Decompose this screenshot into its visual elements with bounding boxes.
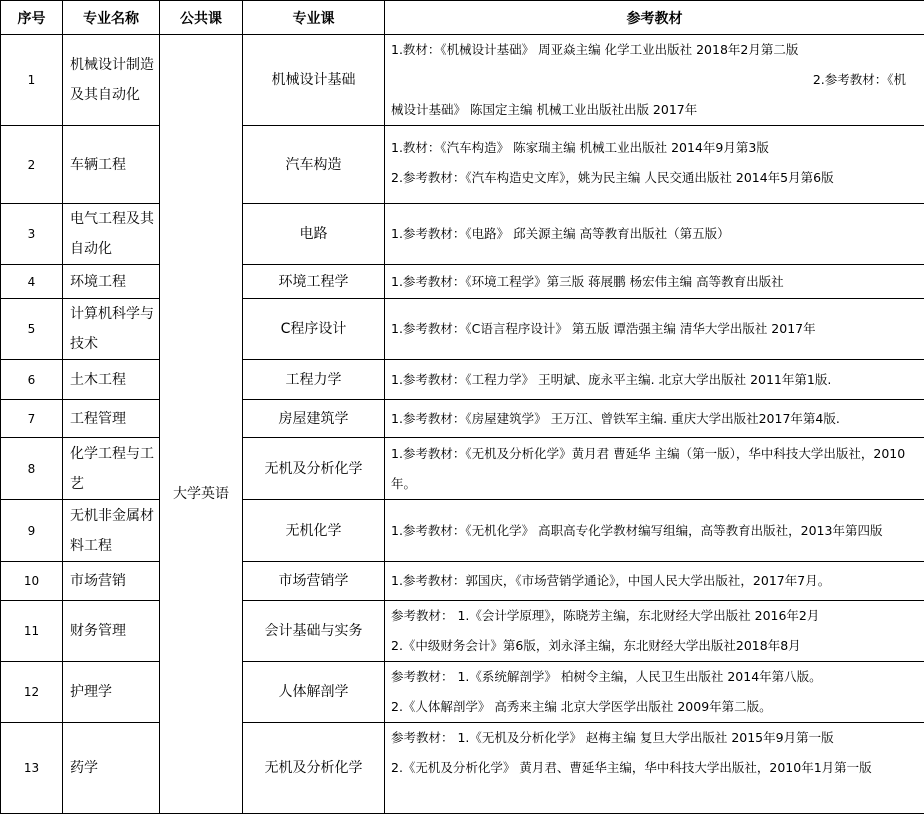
table-row bbox=[1, 126, 924, 204]
major-name: 计算机科学与技术 bbox=[63, 299, 160, 360]
reference-line: 1.参考教材：《无机及分析化学》黄月君 曹延华 主编（第一版），华中科技大学出版社，2010年。 bbox=[391, 445, 906, 491]
reference-books bbox=[385, 360, 924, 400]
header-course: 专业课 bbox=[243, 1, 385, 35]
course-name: 房屋建筑学 bbox=[243, 400, 385, 438]
major-name: 市场营销 bbox=[63, 562, 160, 601]
reference-line: 械设计基础》 陈国定主编 机械工业出版社出版 2017年 bbox=[391, 102, 698, 117]
reference-books bbox=[385, 265, 924, 299]
reference-books bbox=[385, 204, 924, 265]
course-name: 机械设计基础 bbox=[243, 35, 385, 126]
reference-books bbox=[385, 438, 924, 500]
reference-books bbox=[385, 723, 924, 814]
major-name: 土木工程 bbox=[63, 360, 160, 400]
course-name: C程序设计 bbox=[243, 299, 385, 360]
table-row bbox=[1, 662, 924, 723]
row-index: 1 bbox=[1, 35, 63, 126]
reference-line: 1.参考教材：《C语言程序设计》 第五版 谭浩强主编 清华大学出版社 2017年 bbox=[391, 321, 816, 336]
course-name: 市场营销学 bbox=[243, 562, 385, 601]
reference-books bbox=[385, 562, 924, 601]
reference-line: 1.参考教材：《环境工程学》第三版 蒋展鹏 杨宏伟主编 高等教育出版社 bbox=[391, 273, 784, 289]
reference-line: 2.参考教材：《机 bbox=[812, 72, 906, 87]
row-index: 8 bbox=[1, 438, 63, 500]
major-name: 环境工程 bbox=[63, 265, 160, 299]
reference-line: 2.参考教材：《汽车构造史文库》，姚为民主编 人民交通出版社 2014年5月第6版 bbox=[391, 170, 834, 185]
major-name: 电气工程及其自动化 bbox=[63, 204, 160, 265]
major-name: 机械设计制造及其自动化 bbox=[63, 35, 160, 126]
header-index: 序号 bbox=[1, 1, 63, 35]
reference-books bbox=[385, 601, 924, 662]
row-index: 10 bbox=[1, 562, 63, 601]
reference-line: 1.教材：《汽车构造》 陈家瑞主编 机械工业出版社 2014年9月第3版 bbox=[391, 140, 769, 155]
table-row bbox=[1, 601, 924, 662]
reference-books bbox=[385, 662, 924, 723]
table-row bbox=[1, 723, 924, 814]
reference-line: 2.《中级财务会计》第6版，刘永泽主编，东北财经大学出版社2018年8月 bbox=[391, 638, 801, 653]
table-row bbox=[1, 204, 924, 265]
reference-line: 参考教材： 1.《无机及分析化学》 赵梅主编 复旦大学出版社 2015年9月第一版 bbox=[391, 730, 834, 745]
header-references: 参考教材 bbox=[385, 1, 924, 35]
table-row bbox=[1, 360, 924, 400]
row-index: 5 bbox=[1, 299, 63, 360]
public-course: 大学英语 bbox=[160, 35, 243, 814]
table-row bbox=[1, 562, 924, 601]
course-name: 人体解剖学 bbox=[243, 662, 385, 723]
major-name: 财务管理 bbox=[63, 601, 160, 662]
reference-books bbox=[385, 126, 924, 204]
row-index: 12 bbox=[1, 662, 63, 723]
reference-line: 2.《无机及分析化学》 黄月君、曹延华主编，华中科技大学出版社，2010年1月第一版 bbox=[391, 760, 872, 775]
row-index: 2 bbox=[1, 126, 63, 204]
row-index: 3 bbox=[1, 204, 63, 265]
course-name: 无机化学 bbox=[243, 500, 385, 562]
course-name: 工程力学 bbox=[243, 360, 385, 400]
header-public-course: 公共课 bbox=[160, 1, 243, 35]
reference-line: 1.参考教材：郭国庆，《市场营销学通论》，中国人民大学出版社，2017年7月。 bbox=[391, 573, 831, 588]
row-index: 6 bbox=[1, 360, 63, 400]
row-index: 13 bbox=[1, 723, 63, 814]
row-index: 7 bbox=[1, 400, 63, 438]
header-row bbox=[1, 1, 924, 35]
reference-line: 1.参考教材：《无机化学》 高职高专化学教材编写组编，高等教育出版社，2013年第四版 bbox=[391, 522, 883, 538]
reference-books bbox=[385, 299, 924, 360]
major-name: 药学 bbox=[63, 723, 160, 814]
reference-books bbox=[385, 35, 924, 126]
course-name: 无机及分析化学 bbox=[243, 438, 385, 500]
reference-line: 参考教材： 1.《系统解剖学》 柏树令主编，人民卫生出版社 2014年第八版。 bbox=[391, 669, 822, 684]
course-name: 会计基础与实务 bbox=[243, 601, 385, 662]
major-name: 护理学 bbox=[63, 662, 160, 723]
table-row bbox=[1, 438, 924, 500]
course-name: 电路 bbox=[243, 204, 385, 265]
reference-line: 1.参考教材：《房屋建筑学》 王万江、曾铁军主编. 重庆大学出版社2017年第4版. bbox=[391, 410, 840, 426]
row-index: 4 bbox=[1, 265, 63, 299]
table-row bbox=[1, 35, 924, 126]
major-name: 工程管理 bbox=[63, 400, 160, 438]
course-name: 环境工程学 bbox=[243, 265, 385, 299]
course-name: 汽车构造 bbox=[243, 126, 385, 204]
reference-line: 2.《人体解剖学》 高秀来主编 北京大学医学出版社 2009年第二版。 bbox=[391, 699, 772, 714]
table-row bbox=[1, 265, 924, 299]
course-name: 无机及分析化学 bbox=[243, 723, 385, 814]
table-row bbox=[1, 400, 924, 438]
table-row bbox=[1, 299, 924, 360]
reference-books bbox=[385, 400, 924, 438]
major-name: 车辆工程 bbox=[63, 126, 160, 204]
reference-line: 1.教材：《机械设计基础》 周亚焱主编 化学工业出版社 2018年2月第二版 bbox=[391, 42, 799, 57]
major-name: 无机非金属材料工程 bbox=[63, 500, 160, 562]
reference-line: 1.参考教材：《电路》 邱关源主编 高等教育出版社（第五版） bbox=[391, 226, 730, 241]
header-major: 专业名称 bbox=[63, 1, 160, 35]
reference-line: 1.参考教材：《工程力学》 王明斌、庞永平主编. 北京大学出版社 2011年第1版. bbox=[391, 371, 832, 387]
reference-line: 参考教材： 1.《会计学原理》，陈晓芳主编，东北财经大学出版社 2016年2月 bbox=[391, 608, 820, 623]
reference-books bbox=[385, 500, 924, 562]
row-index: 9 bbox=[1, 500, 63, 562]
table-row bbox=[1, 500, 924, 562]
major-name: 化学工程与工艺 bbox=[63, 438, 160, 500]
row-index: 11 bbox=[1, 601, 63, 662]
